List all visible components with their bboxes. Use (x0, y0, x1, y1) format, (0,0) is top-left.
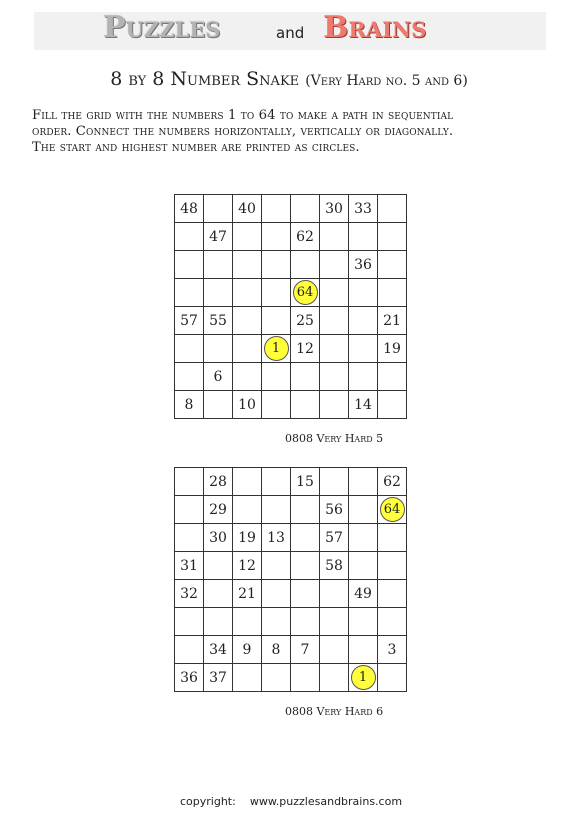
grid-cell[interactable] (320, 468, 349, 496)
grid-cell[interactable] (378, 391, 407, 419)
grid-cell[interactable] (262, 363, 291, 391)
grid-cell[interactable] (204, 608, 233, 636)
grid-cell[interactable] (349, 524, 378, 552)
grid-row (175, 664, 407, 692)
grid-cell[interactable] (320, 664, 349, 692)
grid-cell[interactable]: 47 (204, 223, 233, 251)
grid-row (175, 279, 407, 307)
grid-cell[interactable]: 36 (349, 251, 378, 279)
grid-cell[interactable] (349, 279, 378, 307)
grid-cell[interactable] (349, 223, 378, 251)
grid-cell[interactable] (349, 307, 378, 335)
grid-cell[interactable] (378, 195, 407, 223)
grid-cell[interactable]: 57 (320, 524, 349, 552)
grid-cell[interactable] (320, 307, 349, 335)
grid-cell[interactable] (262, 552, 291, 580)
grid-cell[interactable] (233, 468, 262, 496)
grid-cell[interactable] (320, 335, 349, 363)
grid-cell[interactable] (291, 251, 320, 279)
grid-cell[interactable] (349, 636, 378, 664)
grid-cell[interactable] (204, 580, 233, 608)
grid-row (175, 307, 407, 335)
grid-cell[interactable] (349, 468, 378, 496)
grid-cell[interactable]: 12 (291, 335, 320, 363)
grid-cell[interactable] (378, 363, 407, 391)
grid-cell[interactable]: 30 (320, 195, 349, 223)
grid-cell[interactable] (262, 335, 291, 363)
grid-row (175, 251, 407, 279)
grid-row (175, 335, 407, 363)
logo-puzzles-text: Puzzles (103, 10, 221, 45)
circled-number: 1 (351, 665, 376, 690)
grid-cell[interactable] (204, 195, 233, 223)
grid-cell[interactable] (262, 195, 291, 223)
grid-cell[interactable] (349, 363, 378, 391)
grid-cell[interactable]: 56 (320, 496, 349, 524)
grid-cell[interactable] (233, 608, 262, 636)
grid-cell[interactable] (204, 251, 233, 279)
grid-cell[interactable]: 28 (204, 468, 233, 496)
grid-cell[interactable] (378, 664, 407, 692)
grid-cell[interactable]: 6 (204, 363, 233, 391)
puzzle-caption-2: 0808 Very Hard 6 (285, 705, 384, 718)
instruction-line: Fill the grid with the numbers 1 to 64 to make a path in sequential (32, 108, 454, 123)
grid-cell[interactable] (320, 223, 349, 251)
grid-cell[interactable]: 12 (233, 552, 262, 580)
grid-cell[interactable]: 13 (262, 524, 291, 552)
grid-cell[interactable]: 31 (175, 552, 204, 580)
grid-cell[interactable] (378, 279, 407, 307)
grid-cell[interactable]: 30 (204, 524, 233, 552)
grid-cell[interactable] (291, 608, 320, 636)
grid-cell[interactable] (349, 496, 378, 524)
grid-cell[interactable]: 58 (320, 552, 349, 580)
grid-cell[interactable]: 34 (204, 636, 233, 664)
instruction-line: The start and highest number are printed as circles. (32, 140, 360, 155)
grid-cell[interactable] (291, 580, 320, 608)
grid-cell[interactable]: 57 (175, 307, 204, 335)
grid-cell[interactable] (378, 524, 407, 552)
grid-cell[interactable]: 3 (378, 636, 407, 664)
grid-cell[interactable] (320, 608, 349, 636)
grid-cell[interactable] (204, 335, 233, 363)
grid-cell[interactable]: 10 (233, 391, 262, 419)
grid-cell[interactable]: 36 (175, 664, 204, 692)
grid-cell[interactable] (233, 496, 262, 524)
grid-cell[interactable] (320, 251, 349, 279)
page-title (0, 68, 578, 90)
grid-cell[interactable] (233, 307, 262, 335)
grid-cell[interactable] (175, 279, 204, 307)
grid-cell[interactable]: 29 (204, 496, 233, 524)
grid-cell[interactable]: 7 (291, 636, 320, 664)
grid-row (175, 524, 407, 552)
grid-cell[interactable] (175, 636, 204, 664)
grid-cell[interactable] (262, 664, 291, 692)
circled-number: 64 (380, 497, 405, 522)
grid-row (175, 552, 407, 580)
grid-row (175, 195, 407, 223)
grid-cell[interactable] (262, 223, 291, 251)
grid-cell[interactable] (262, 279, 291, 307)
grid-cell[interactable] (320, 636, 349, 664)
grid-cell[interactable] (349, 335, 378, 363)
grid-row (175, 496, 407, 524)
grid-row (175, 468, 407, 496)
grid-cell[interactable]: 62 (378, 468, 407, 496)
grid-cell[interactable] (291, 195, 320, 223)
grid-cell[interactable]: 33 (349, 195, 378, 223)
grid-cell[interactable] (204, 391, 233, 419)
grid-cell[interactable] (175, 251, 204, 279)
grid-row (175, 391, 407, 419)
grid-cell[interactable] (233, 335, 262, 363)
grid-cell[interactable] (175, 468, 204, 496)
puzzle-caption-1: 0808 Very Hard 5 (285, 432, 384, 445)
grid-cell[interactable] (378, 552, 407, 580)
grid-cell[interactable] (233, 664, 262, 692)
grid-cell[interactable] (378, 223, 407, 251)
grid-cell[interactable] (175, 496, 204, 524)
grid-cell[interactable] (175, 608, 204, 636)
grid-cell[interactable] (320, 580, 349, 608)
grid-cell[interactable]: 37 (204, 664, 233, 692)
grid-row (175, 636, 407, 664)
grid-cell[interactable] (233, 363, 262, 391)
grid-cell[interactable] (175, 363, 204, 391)
grid-cell[interactable] (291, 664, 320, 692)
grid-cell[interactable]: 8 (262, 636, 291, 664)
website-link[interactable]: www.puzzlesandbrains.com (249, 795, 403, 808)
logo-and-text: and (276, 24, 305, 42)
grid-cell[interactable] (378, 496, 407, 524)
grid-row (175, 363, 407, 391)
grid-cell[interactable] (320, 363, 349, 391)
copyright-label: copyright: (180, 795, 236, 808)
grid-cell[interactable] (262, 580, 291, 608)
grid-cell[interactable]: 55 (204, 307, 233, 335)
grid-cell[interactable] (320, 279, 349, 307)
grid-cell[interactable] (291, 552, 320, 580)
grid-cell[interactable]: 25 (291, 307, 320, 335)
title-sub: (Very Hard no. 5 and 6) (305, 73, 468, 89)
circled-number: 1 (264, 336, 289, 361)
circled-number: 64 (293, 280, 318, 305)
grid-cell[interactable] (233, 251, 262, 279)
grid-cell[interactable] (262, 391, 291, 419)
grid-row (175, 580, 407, 608)
grid-cell[interactable] (175, 335, 204, 363)
grid-cell[interactable] (204, 552, 233, 580)
grid-cell[interactable]: 21 (233, 580, 262, 608)
grid-cell[interactable] (175, 524, 204, 552)
instruction-line: order. Connect the numbers horizontally, vertically or diagonally. (32, 124, 454, 139)
grid-cell[interactable]: 32 (175, 580, 204, 608)
logo-brains-text: Brains (323, 10, 427, 45)
grid-cell[interactable] (349, 664, 378, 692)
grid-cell[interactable]: 9 (233, 636, 262, 664)
grid-cell[interactable]: 40 (233, 195, 262, 223)
grid-cell[interactable] (262, 496, 291, 524)
grid-cell[interactable]: 15 (291, 468, 320, 496)
grid-cell[interactable] (204, 279, 233, 307)
grid-cell[interactable]: 19 (378, 335, 407, 363)
grid-cell[interactable]: 21 (378, 307, 407, 335)
title-main: 8 by 8 Number Snake (110, 68, 300, 90)
grid-cell[interactable]: 14 (349, 391, 378, 419)
grid-cell[interactable] (262, 307, 291, 335)
grid-cell[interactable] (291, 391, 320, 419)
grid-cell[interactable] (349, 552, 378, 580)
grid-cell[interactable] (262, 608, 291, 636)
grid-cell[interactable] (320, 391, 349, 419)
grid-cell[interactable] (291, 279, 320, 307)
grid-cell[interactable]: 62 (291, 223, 320, 251)
grid-cell[interactable]: 19 (233, 524, 262, 552)
grid-row (175, 223, 407, 251)
grid-cell[interactable] (262, 468, 291, 496)
grid-cell[interactable] (291, 524, 320, 552)
grid-cell[interactable]: 48 (175, 195, 204, 223)
grid-cell[interactable] (233, 223, 262, 251)
footer (180, 795, 402, 808)
grid-cell[interactable] (291, 496, 320, 524)
grid-cell[interactable] (262, 251, 291, 279)
grid-cell[interactable] (378, 251, 407, 279)
grid-cell[interactable] (233, 279, 262, 307)
grid-cell[interactable] (349, 608, 378, 636)
puzzle-grid-2 (174, 467, 407, 692)
grid-cell[interactable]: 49 (349, 580, 378, 608)
grid-cell[interactable] (378, 608, 407, 636)
grid-cell[interactable]: 8 (175, 391, 204, 419)
instructions (32, 108, 453, 156)
grid-cell[interactable] (378, 580, 407, 608)
grid-cell[interactable] (291, 363, 320, 391)
grid-cell[interactable] (175, 223, 204, 251)
grid-row (175, 608, 407, 636)
puzzle-grid-1 (174, 194, 407, 419)
